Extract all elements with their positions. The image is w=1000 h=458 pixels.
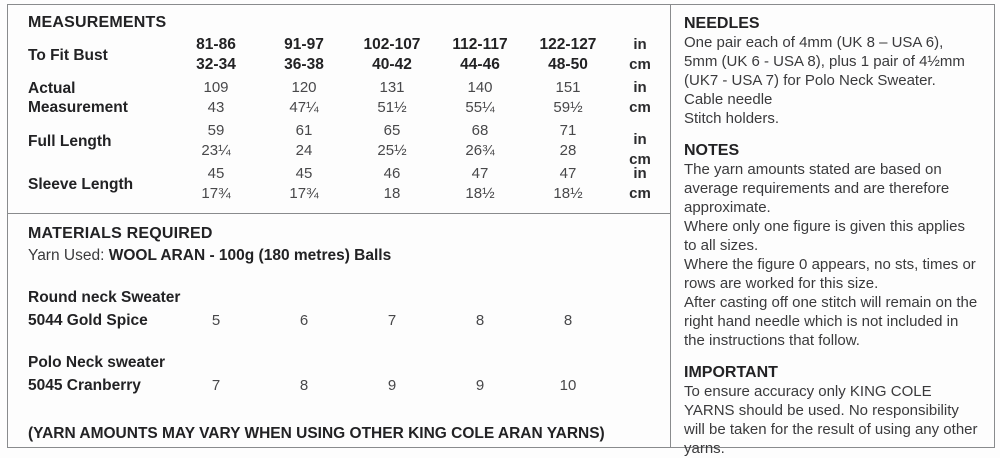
pattern-info-sheet [7,4,995,457]
size-value: 46 18 [383,165,401,202]
unit-label: in cm [629,165,651,202]
ball-count: 9 [387,377,397,394]
ball-count: 5 [211,312,221,329]
measurements-table [28,35,670,204]
row-label: Actual Measurement [28,80,128,116]
size-value: 91-97 36-38 [284,36,324,73]
ball-count: 6 [299,312,309,329]
notes-paragraph: After casting off one stitch will remain on the right hand needle which is not included in the instructions that follow. [684,294,978,349]
shade-name: 5044 Gold Spice [28,312,148,329]
size-value: 102-107 40-42 [363,36,421,73]
size-value: 45 17¾ [201,165,231,202]
size-value: 47 18½ [553,165,583,202]
size-value: 131 51½ [377,79,407,116]
garment-name: Round neck Sweater [28,289,181,306]
notes-paragraph: The yarn amounts stated are based on average requirements and are therefore approximate. [684,161,950,216]
ball-count: 10 [559,377,577,394]
measurement-row-full-length [28,121,670,168]
ball-count: 8 [475,312,485,329]
notes-paragraph: Where only one figure is given this applies to all sizes. [684,218,965,254]
size-value: 122-127 48-50 [539,36,597,73]
measurement-row-to-fit-bust [28,35,670,75]
size-value: 109 43 [203,79,229,116]
materials-panel [8,214,670,447]
ball-count: 7 [387,312,397,329]
shade-name: 5045 Cranberry [28,377,141,394]
left-column [8,5,671,447]
row-label: Full Length [28,132,112,150]
measurement-row-actual-measurement [28,78,670,118]
yarn-row-polo-neck [28,353,670,395]
yarn-used-label: Yarn Used: [28,247,109,264]
important-title: IMPORTANT [684,364,778,381]
measurement-row-sleeve-length [28,164,670,204]
ball-count: 7 [211,377,221,394]
needles-body: One pair each of 4mm (UK 8 – USA 6), 5mm (UK 6 - USA 8), plus 1 pair of 4½mm (UK7 - USA 7) for Polo Neck Sweater. [684,34,965,89]
yarn-row-round-neck [28,288,670,330]
garment-name: Polo Neck sweater [28,354,165,371]
size-value: 120 47¼ [289,79,319,116]
ball-count: 8 [299,377,309,394]
row-label: To Fit Bust [28,46,108,64]
right-column [671,5,994,457]
size-value: 45 17¾ [289,165,319,202]
size-value: 140 55¼ [465,79,495,116]
size-value: 68 26¾ [465,122,495,159]
measurements-title: MEASUREMENTS [28,14,167,31]
size-value: 47 18½ [465,165,495,202]
measurements-panel [8,5,670,214]
unit-label: in cm [629,36,651,73]
size-value: 61 24 [295,122,313,159]
notes-title: NOTES [684,142,740,159]
stitch-holders-line: Stitch holders. [684,110,780,127]
important-body: To ensure accuracy only KING COLE YARNS should be used. No responsibility will be taken for the result of using any other yarns. [684,383,978,457]
size-value: 151 59½ [553,79,583,116]
yarn-used-line [28,247,670,265]
ball-count: 9 [475,377,485,394]
notes-paragraph: Where the figure 0 appears, no sts, times or rows are worked for this size. [684,256,976,292]
unit-label: in cm [629,79,651,116]
size-value: 112-117 44-46 [452,36,508,73]
size-value: 71 28 [559,122,577,159]
size-value: 65 25½ [377,122,407,159]
unit-label: in cm [629,131,651,168]
size-value: 59 23¼ [201,122,231,159]
size-value: 81-86 32-34 [196,36,236,73]
cable-needle-line: Cable needle [684,91,773,108]
row-label: Sleeve Length [28,175,134,193]
yarn-variation-note: (YARN AMOUNTS MAY VARY WHEN USING OTHER KING COLE ARAN YARNS) [28,425,605,442]
materials-title: MATERIALS REQUIRED [28,225,213,242]
ball-count: 8 [563,312,573,329]
yarn-used-value: WOOL ARAN - 100g (180 metres) Balls [108,247,392,264]
needles-title: NEEDLES [684,15,760,32]
